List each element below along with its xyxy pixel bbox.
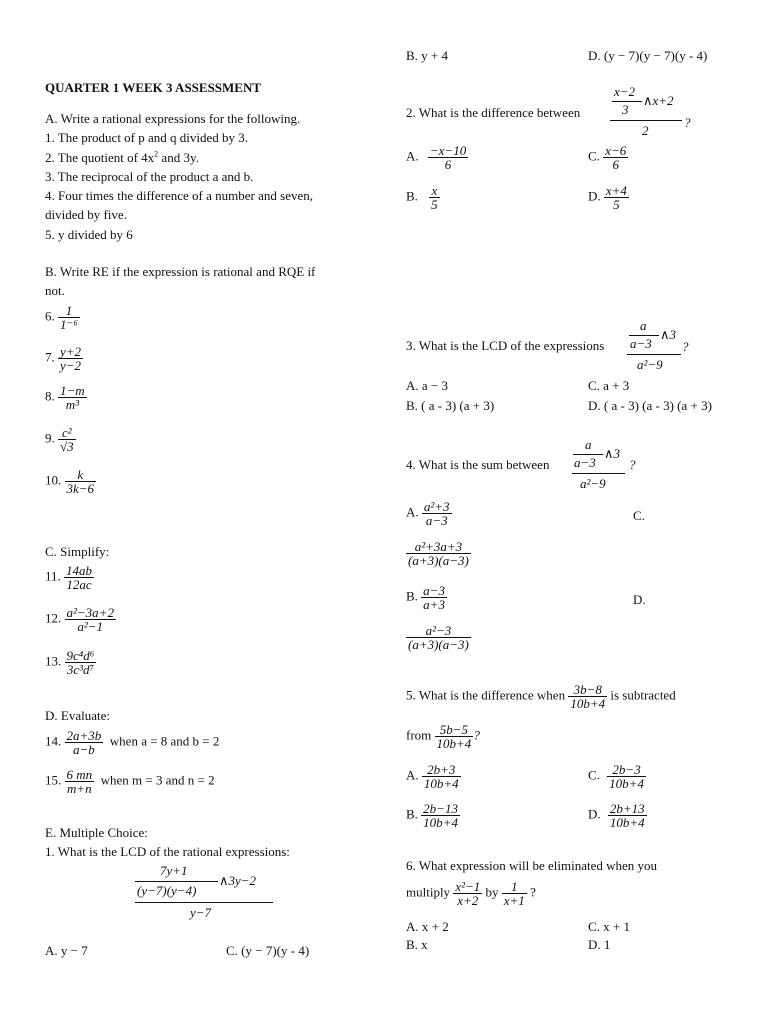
denominator: a²−1 [65, 619, 116, 633]
numerator: 2b−3 [612, 762, 641, 777]
numerator: 14ab [66, 563, 93, 578]
denominator: (a+3)(a−3) [408, 553, 469, 568]
exponent: 2 [154, 149, 159, 159]
denominator: 1⁻⁶ [60, 317, 78, 332]
mc-q5-from: from [406, 727, 432, 743]
fraction [58, 384, 87, 411]
question-9 [45, 426, 76, 453]
mc-q2-option-a[interactable] [406, 144, 468, 171]
fraction [58, 304, 80, 331]
section-b-heading-cont: not. [45, 283, 65, 298]
fraction [406, 540, 471, 567]
question-12 [45, 606, 116, 633]
numerator: 1 [65, 303, 73, 318]
mc-q4-inner-numerator: a [585, 437, 592, 452]
fraction [428, 144, 468, 171]
fraction [435, 723, 474, 750]
section-b-heading: B. Write RE if the expression is rational and RQE if [45, 264, 316, 279]
question-number: 12. [45, 610, 62, 626]
numerator: 2b+3 [427, 762, 456, 777]
numerator: a²+3 [423, 499, 450, 514]
mc-q5-text-end: is subtracted [610, 687, 676, 703]
mc-q6-multiply: multiply [406, 884, 451, 900]
denominator: 3c³d⁷ [65, 662, 97, 676]
option-label: C. [588, 148, 600, 164]
fraction [421, 802, 460, 829]
mc-q4-bottom: a²−9 [580, 476, 606, 491]
fraction [58, 345, 83, 372]
mc-q6-qmark: ? [530, 884, 536, 900]
section-a-item-4-cont: divided by five. [45, 207, 127, 222]
section-e-heading: E. Multiple Choice: [45, 825, 148, 840]
mc-q2-option-c[interactable] [588, 144, 628, 171]
mc-q4-option-a[interactable] [406, 500, 452, 527]
fraction [603, 144, 628, 171]
denominator: a−3 [422, 513, 452, 527]
denominator: 5 [431, 197, 438, 212]
numerator: a²−3 [425, 623, 452, 638]
mc-q3-qmark: ? [682, 339, 689, 354]
fraction [58, 426, 76, 453]
option-label: B. [406, 188, 418, 204]
mc-q1-option-a[interactable]: A. y − 7 [45, 943, 88, 958]
mc-q1-option-c[interactable]: C. (y − 7)(y - 4) [226, 943, 310, 958]
question-number: 10. [45, 472, 62, 488]
mc-q4-rest: ∧3 [604, 446, 621, 461]
condition: when m = 3 and n = 2 [100, 772, 215, 788]
option-label: A. [406, 148, 419, 164]
option-label: B. [406, 588, 418, 604]
denominator: m+n [65, 781, 95, 795]
fraction [607, 763, 646, 790]
mc-q5-option-d[interactable] [588, 802, 647, 829]
mc-question-2: 2. What is the difference between [406, 105, 581, 120]
question-number: 11. [45, 568, 61, 584]
mc-question-5-cont [406, 723, 480, 750]
fraction [65, 468, 97, 495]
fraction [568, 683, 607, 710]
mc-question-1: 1. What is the LCD of the rational expressions: [45, 844, 290, 859]
denominator: a+3 [423, 597, 445, 612]
mc-q5-text: 5. What is the difference when [406, 687, 566, 703]
fraction [422, 500, 452, 527]
mc-q4-qmark: ? [629, 457, 636, 472]
mc-q1-option-b[interactable]: B. y + 4 [406, 48, 449, 63]
fraction [429, 184, 440, 211]
question-14 [45, 729, 219, 756]
mc-q1-main-bar [135, 902, 273, 903]
section-a-item-1: 1. The product of p and q divided by 3. [45, 130, 249, 145]
option-label: C. [588, 767, 600, 783]
question-11 [45, 564, 94, 591]
question-number: 14. [45, 733, 62, 749]
denominator: m³ [58, 397, 87, 411]
option-label: A. [406, 504, 419, 520]
mc-q1-inner-denominator: (y−7)(y−4) [137, 883, 197, 898]
numerator: a²+3a+3 [414, 539, 463, 554]
denominator: 12ac [64, 577, 94, 591]
mc-q2-bottom: 2 [642, 123, 649, 138]
mc-q3-inner-denominator: a−3 [630, 336, 652, 351]
denominator: a−b [65, 742, 104, 756]
mc-q2-option-b[interactable] [406, 184, 440, 211]
mc-q4-option-c-label[interactable]: C. [633, 508, 645, 523]
question-number: 13. [45, 653, 62, 669]
question-13 [45, 649, 96, 676]
fraction [453, 880, 482, 907]
mc-q3-rest: ∧3 [660, 327, 677, 342]
mc-q6-by: by [485, 884, 499, 900]
question-number: 8. [45, 388, 55, 404]
numerator: x−6 [605, 143, 627, 158]
mc-q6-option-d[interactable]: D. 1 [588, 937, 611, 952]
mc-q1-inner-bar [135, 881, 218, 882]
mc-q2-qmark: ? [684, 115, 691, 130]
denominator: 5 [604, 197, 629, 211]
fraction [608, 802, 647, 829]
mc-q1-bottom: y−7 [190, 905, 212, 920]
numerator: x+4 [605, 183, 627, 198]
question-8 [45, 384, 87, 411]
numerator: 6 mn [66, 767, 93, 782]
mc-question-4: 4. What is the sum between [406, 457, 550, 472]
option-label: D. [588, 806, 601, 822]
denominator: 6 [428, 157, 468, 171]
mc-q2-option-d[interactable] [588, 184, 629, 211]
section-a-heading: A. Write a rational expressions for the following. [45, 111, 301, 126]
question-number: 9. [45, 430, 55, 446]
mc-q3-bottom: a²−9 [637, 357, 663, 372]
numerator: 2b−13 [423, 801, 458, 816]
numerator: x²−1 [455, 879, 481, 894]
mc-q2-inner-denominator: 3 [622, 102, 629, 117]
denominator: 10b+4 [570, 696, 606, 711]
numerator: k [77, 467, 84, 482]
mc-q4-option-d-label[interactable]: D. [633, 592, 646, 607]
section-a-item-5: 5. y divided by 6 [45, 227, 133, 242]
numerator: 2b+13 [609, 801, 645, 816]
mc-q3-option-b[interactable]: B. ( a - 3) (a + 3) [406, 398, 495, 413]
numerator: 5b−5 [439, 722, 469, 737]
denominator: 10b+4 [423, 815, 458, 830]
denominator: √3 [60, 439, 74, 454]
mc-q1-rest: ∧3y−2 [219, 873, 257, 888]
numerator: a²−3a+2 [66, 605, 114, 620]
numerator: 1−m [60, 383, 85, 398]
mc-q3-option-c[interactable]: C. a + 3 [588, 378, 630, 393]
mc-q5-qmark: ? [473, 727, 480, 743]
section-a-item-4: 4. Four times the difference of a number and seven, [45, 188, 313, 203]
section-a-item-2-text-end: and 3y. [161, 150, 199, 165]
denominator: 10b+4 [609, 815, 645, 830]
numerator: −x−10 [429, 143, 467, 158]
section-a-item-3: 3. The reciprocal of the product a and b. [45, 169, 254, 184]
denominator: y−2 [60, 358, 82, 373]
mc-q4-option-d-expr [406, 624, 471, 651]
mc-q1-option-d[interactable]: D. (y − 7)(y − 7)(y - 4) [588, 48, 708, 63]
question-number: 7. [45, 349, 55, 365]
question-10 [45, 468, 96, 495]
fraction [65, 649, 97, 676]
numerator: 3b−8 [573, 682, 602, 697]
mc-q6-option-a[interactable]: A. x + 2 [406, 919, 449, 934]
mc-q4-option-b[interactable] [406, 584, 447, 611]
numerator: y+2 [60, 344, 82, 359]
mc-q6-option-c[interactable]: C. x + 1 [588, 919, 631, 934]
denominator: x+1 [503, 893, 525, 908]
mc-q5-option-b[interactable] [406, 802, 460, 829]
question-15 [45, 768, 215, 795]
section-a-item-2 [45, 150, 199, 166]
mc-q5-option-a[interactable] [406, 763, 461, 790]
mc-q4-main-bar [572, 473, 625, 474]
section-d-heading: D. Evaluate: [45, 708, 110, 723]
fraction [422, 763, 461, 790]
denominator: (a+3)(a−3) [408, 637, 469, 652]
denominator: 6 [603, 157, 628, 171]
fraction [604, 184, 629, 211]
denominator: x+2 [453, 893, 482, 907]
numerator: a−3 [423, 583, 445, 598]
denominator: 10b+4 [436, 736, 472, 751]
denominator: 3k−6 [66, 481, 95, 496]
mc-question-5 [406, 683, 676, 710]
option-label: B. [406, 806, 418, 822]
fraction [64, 564, 94, 591]
mc-q2-main-bar [610, 120, 682, 121]
fraction [65, 606, 116, 633]
mc-question-6: 6. What expression will be eliminated when you [406, 858, 658, 873]
fraction [65, 768, 95, 795]
fraction [421, 584, 447, 611]
mc-q3-option-d[interactable]: D. ( a - 3) (a - 3) (a + 3) [588, 398, 712, 413]
numerator: x [431, 183, 438, 198]
mc-q4-inner-denominator: a−3 [574, 455, 596, 470]
mc-q1-inner-numerator: 7y+1 [160, 863, 188, 878]
denominator: 10b+4 [423, 776, 459, 791]
mc-q4-option-c-expr [406, 540, 471, 567]
numerator: 9c⁴d⁶ [66, 648, 95, 663]
question-6 [45, 304, 80, 331]
mc-q2-rest: ∧x+2 [643, 93, 674, 108]
mc-q5-option-c[interactable] [588, 763, 646, 790]
question-number: 15. [45, 772, 62, 788]
mc-q3-option-a[interactable]: A. a − 3 [406, 378, 448, 393]
mc-question-3: 3. What is the LCD of the expressions [406, 338, 605, 353]
numerator: 2a+3b [66, 728, 102, 743]
denominator: 10b+4 [609, 776, 644, 791]
option-label: A. [406, 767, 419, 783]
fraction [65, 729, 104, 756]
mc-question-6-cont [406, 880, 536, 907]
mc-q3-main-bar [627, 354, 681, 355]
question-number: 6. [45, 308, 55, 324]
question-7 [45, 345, 83, 372]
condition: when a = 8 and b = 2 [109, 733, 220, 749]
mc-q3-inner-numerator: a [640, 318, 647, 333]
page-title: QUARTER 1 WEEK 3 ASSESSMENT [45, 80, 262, 95]
fraction [406, 624, 471, 651]
numerator: 1 [511, 879, 518, 894]
mc-q6-option-b[interactable]: B. x [406, 937, 428, 952]
option-label: D. [588, 188, 601, 204]
fraction [502, 880, 527, 907]
numerator: c² [61, 425, 72, 440]
mc-q2-inner-numerator: x−2 [614, 84, 636, 99]
section-a-item-2-text: 2. The quotient of 4x [45, 150, 155, 165]
section-c-heading: C. Simplify: [45, 544, 110, 559]
